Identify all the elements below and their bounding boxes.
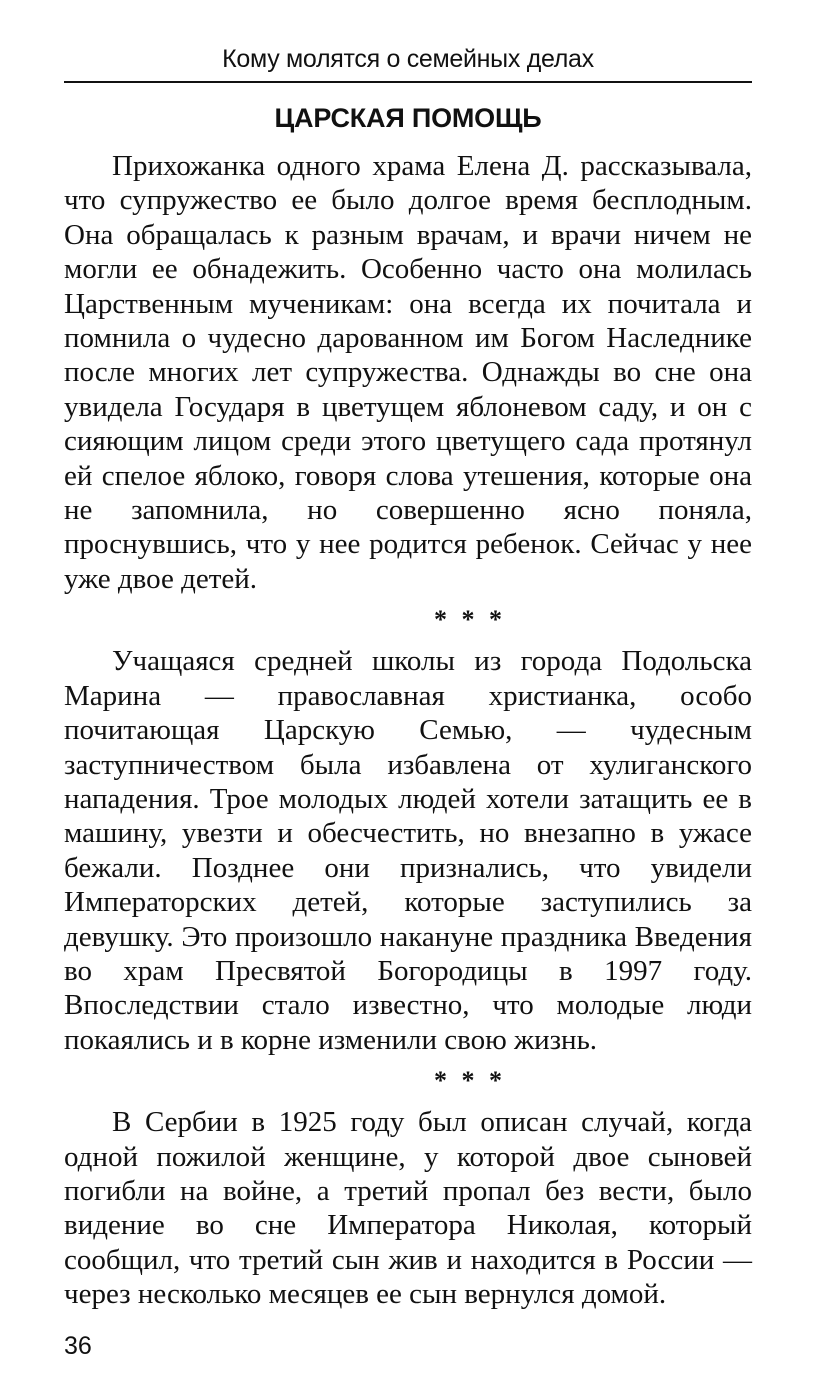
separator-2: * * * [434, 1066, 506, 1096]
header-rule [64, 81, 752, 83]
page-number: 36 [64, 1332, 92, 1360]
separator-1: * * * [434, 605, 506, 635]
section-title: ЦАРСКАЯ ПОМОЩЬ [274, 103, 542, 133]
paragraph-3: В Сербии в 1925 году был описан случай, когда одной пожилой женщине, у которой двое сыновей погибли на войне, а третий пропал без вести, было видение во сне Императора Николая, который сообщил, что третий сын жив и находится в России — через несколько месяцев ее сын вернулся домой. [64, 1106, 752, 1311]
running-header: Кому молятся о семейных делах [222, 45, 594, 73]
paragraph-1: Прихожанка одного храма Елена Д. рассказывала, что супружество ее было долгое время бесплодным. Она обращалась к разным врачам, и врачи ничем не могли ее обнадежить. Особенно часто она молилась Царственным мученикам: она всегда их почитала и помнила о чудесно дарованном им Богом Наследнике после многих лет супружества. Однажды во сне она увидела Государя в цветущем яблоневом саду, и он с сияющим лицом среди этого цветущего сада протянул ей спелое яблоко, говоря слова утешения, которые она не запомнила, но совершенно ясно поняла, проснувшись, что у нее родится ребенок. Сейчас у нее уже двое детей. [64, 150, 752, 595]
paragraph-2: Учащаяся средней школы из города Подольска Марина — православная христианка, особо почитающая Царскую Семью, — чудесным заступничеством была избавлена от хулиганского нападения. Трое молодых людей хотели затащить ее в машину, увезти и обесчестить, но внезапно в ужасе бежали. Позднее они признались, что увидели Императорских детей, которые заступились за девушку. Это произошло накануне праздника Введения во храм Пресвятой Богородицы в 1997 году. Впоследствии стало известно, что молодые люди покаялись и в корне изменили свою жизнь. [64, 645, 752, 1056]
body-text [64, 149, 752, 1312]
